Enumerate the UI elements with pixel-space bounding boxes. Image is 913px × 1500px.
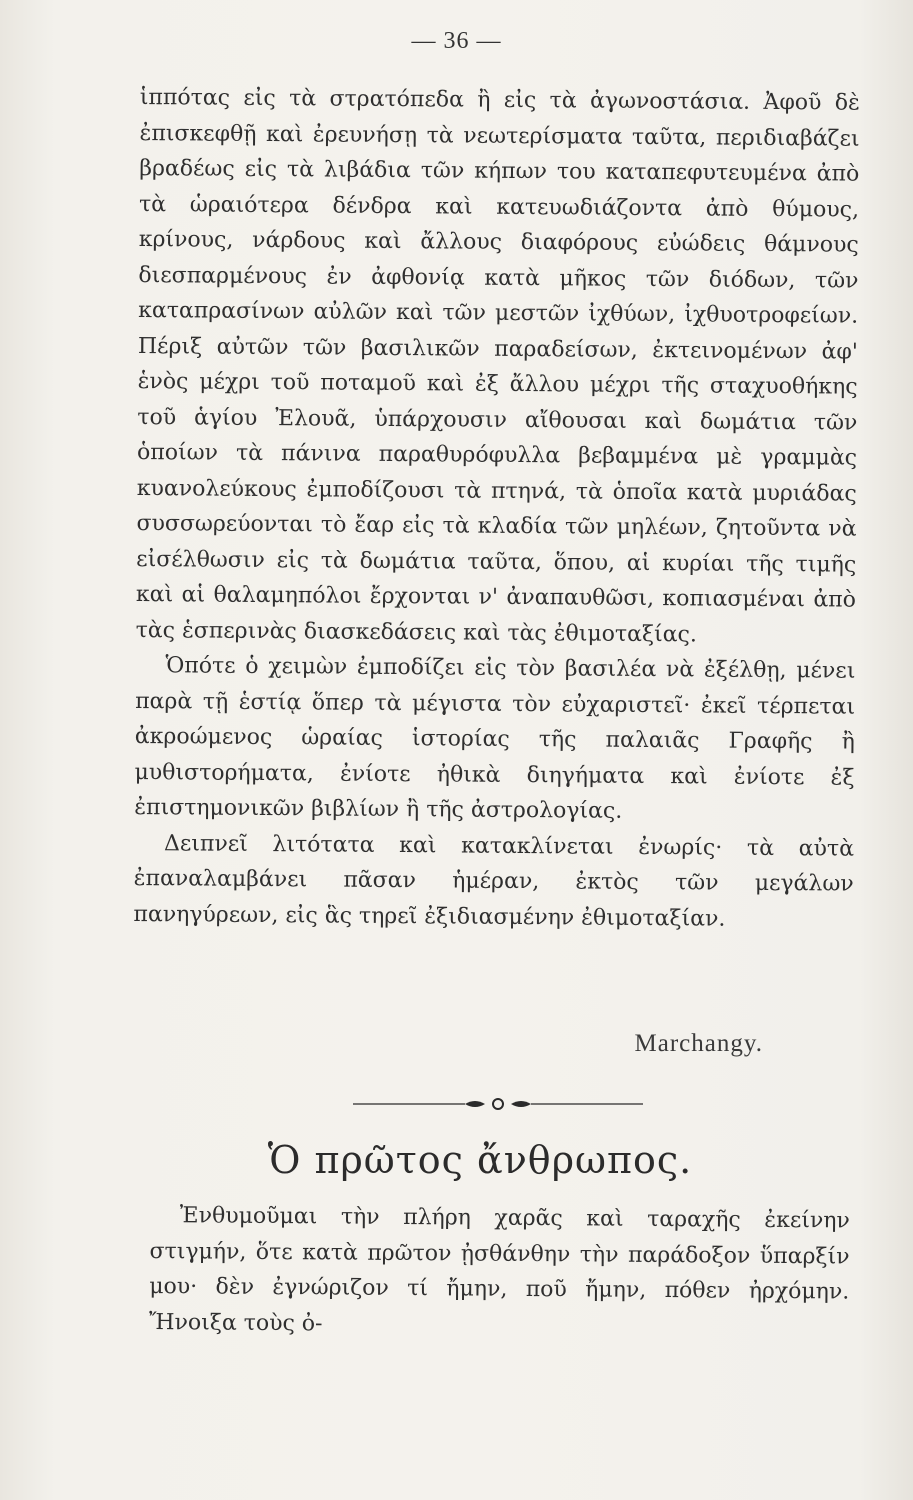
paragraph: ἱππότας εἰς τὰ στρατόπεδα ἢ εἰς τὰ ἀγωνοστάσια. Ἀφοῦ δὲ ἐπισκεφθῇ καὶ ἐρευνήσῃ τὰ νεωτερίσματα ταῦτα, περιδιαβάζει βραδέως εἰς τὰ λιβάδια τῶν κήπων του καταπεφυτευμένα ἀπὸ τὰ ὡραιότερα δένδρα καὶ κατευωδιάζοντα ἀπὸ θύμους, κρίνους, νάρδους καὶ ἄλλους διαφόρους εὐώδεις θάμνους διεσπαρμένους ἐν ἀφθονίᾳ κατὰ μῆκος τῶν διόδων, τῶν καταπρασίνων αὐλῶν καὶ τῶν μεστῶν ἰχθύων, ἰχθυοτροφείων. Πέριξ αὐτῶν τῶν βασιλικῶν παραδείσων, ἐκτεινομένων ἀφ' ἑνὸς μέχρι τοῦ ποταμοῦ καὶ ἐξ ἄλλου μέχρι τῆς σταχυοθήκης τοῦ ἁγίου Ἐλουᾶ, ὑπάρχουσιν αἴθουσαι καὶ δωμάτια τῶν ὁποίων τὰ πάνινα παραθυρόφυλλα βεβαμμένα μὲ γραμμὰς κυανολεύκους ἐμποδίζουσι τὰ πτηνά, τὰ ὁποῖα κατὰ μυριάδας συσσωρεύονται τὸ ἔαρ εἰς τὰ κλαδία τῶν μηλέων, ζητοῦντα νὰ εἰσέλθωσιν εἰς τὰ δωμάτια ταῦτα, ὅπου, αἱ κυρίαι τῆς τιμῆς καὶ αἱ θαλαμηπόλοι ἔρχονται ν' ἀναπαυθῶσι, κοπιασμέναι ἀπὸ τὰς ἑσπερινὰς διασκεδάσεις καὶ τὰς ἐθιμοταξίας. [135,84,860,647]
paragraph: Δειπνεῖ λιτότατα καὶ κατακλίνεται ἐνωρίς· τὰ αὐτὰ ἐπαναλαμβάνει πᾶσαν ἡμέραν, ἐκτὸς τῶν μεγάλων πανηγύρεων, εἰς ἃς τηρεῖ ἐξιδιασμένην ἐθιμοταξίαν. [133,830,855,932]
article-body [133,80,860,938]
page-number: — 36 — [411,28,502,54]
article-body-2 [149,1198,850,1345]
author-signature: Marchangy. [634,1030,763,1057]
paragraph: Ὁπότε ὁ χειμὼν ἐμποδίζει εἰς τὸν βασιλέα νὰ ἐξέλθῃ, μένει παρὰ τῇ ἑστίᾳ ὅπερ τὰ μέγιστα τὸν εὐχαριστεῖ· ἐκεῖ τέρπεται ἀκροώμενος ὡραίας ἱστορίας τῆς παλαιᾶς Γραφῆς ἢ μυθιστορήματα, ἐνίοτε ἠθικὰ διηγήματα καὶ ἐνίοτε ἐξ ἐπιστημονικῶν βιβλίων ἢ τῆς ἀστρολογίας. [134,653,856,824]
divider-ornament-icon [353,1094,643,1114]
paragraph: Ἐνθυμοῦμαι τὴν πλήρη χαρᾶς καὶ ταραχῆς ἐκείνην στιγμήν, ὅτε κατὰ πρῶτον ᾐσθάνθην τὴν παράδοξον ὕπαρξίν μου· δὲν ἐγνώριζον τί ἤμην, ποῦ ἤμην, πόθεν ἠρχόμην. Ἤνοιξα τοὺς ὀ- [148,1203,850,1336]
section-title: Ὁ πρῶτος ἄνθρωπος. [267,1138,693,1182]
